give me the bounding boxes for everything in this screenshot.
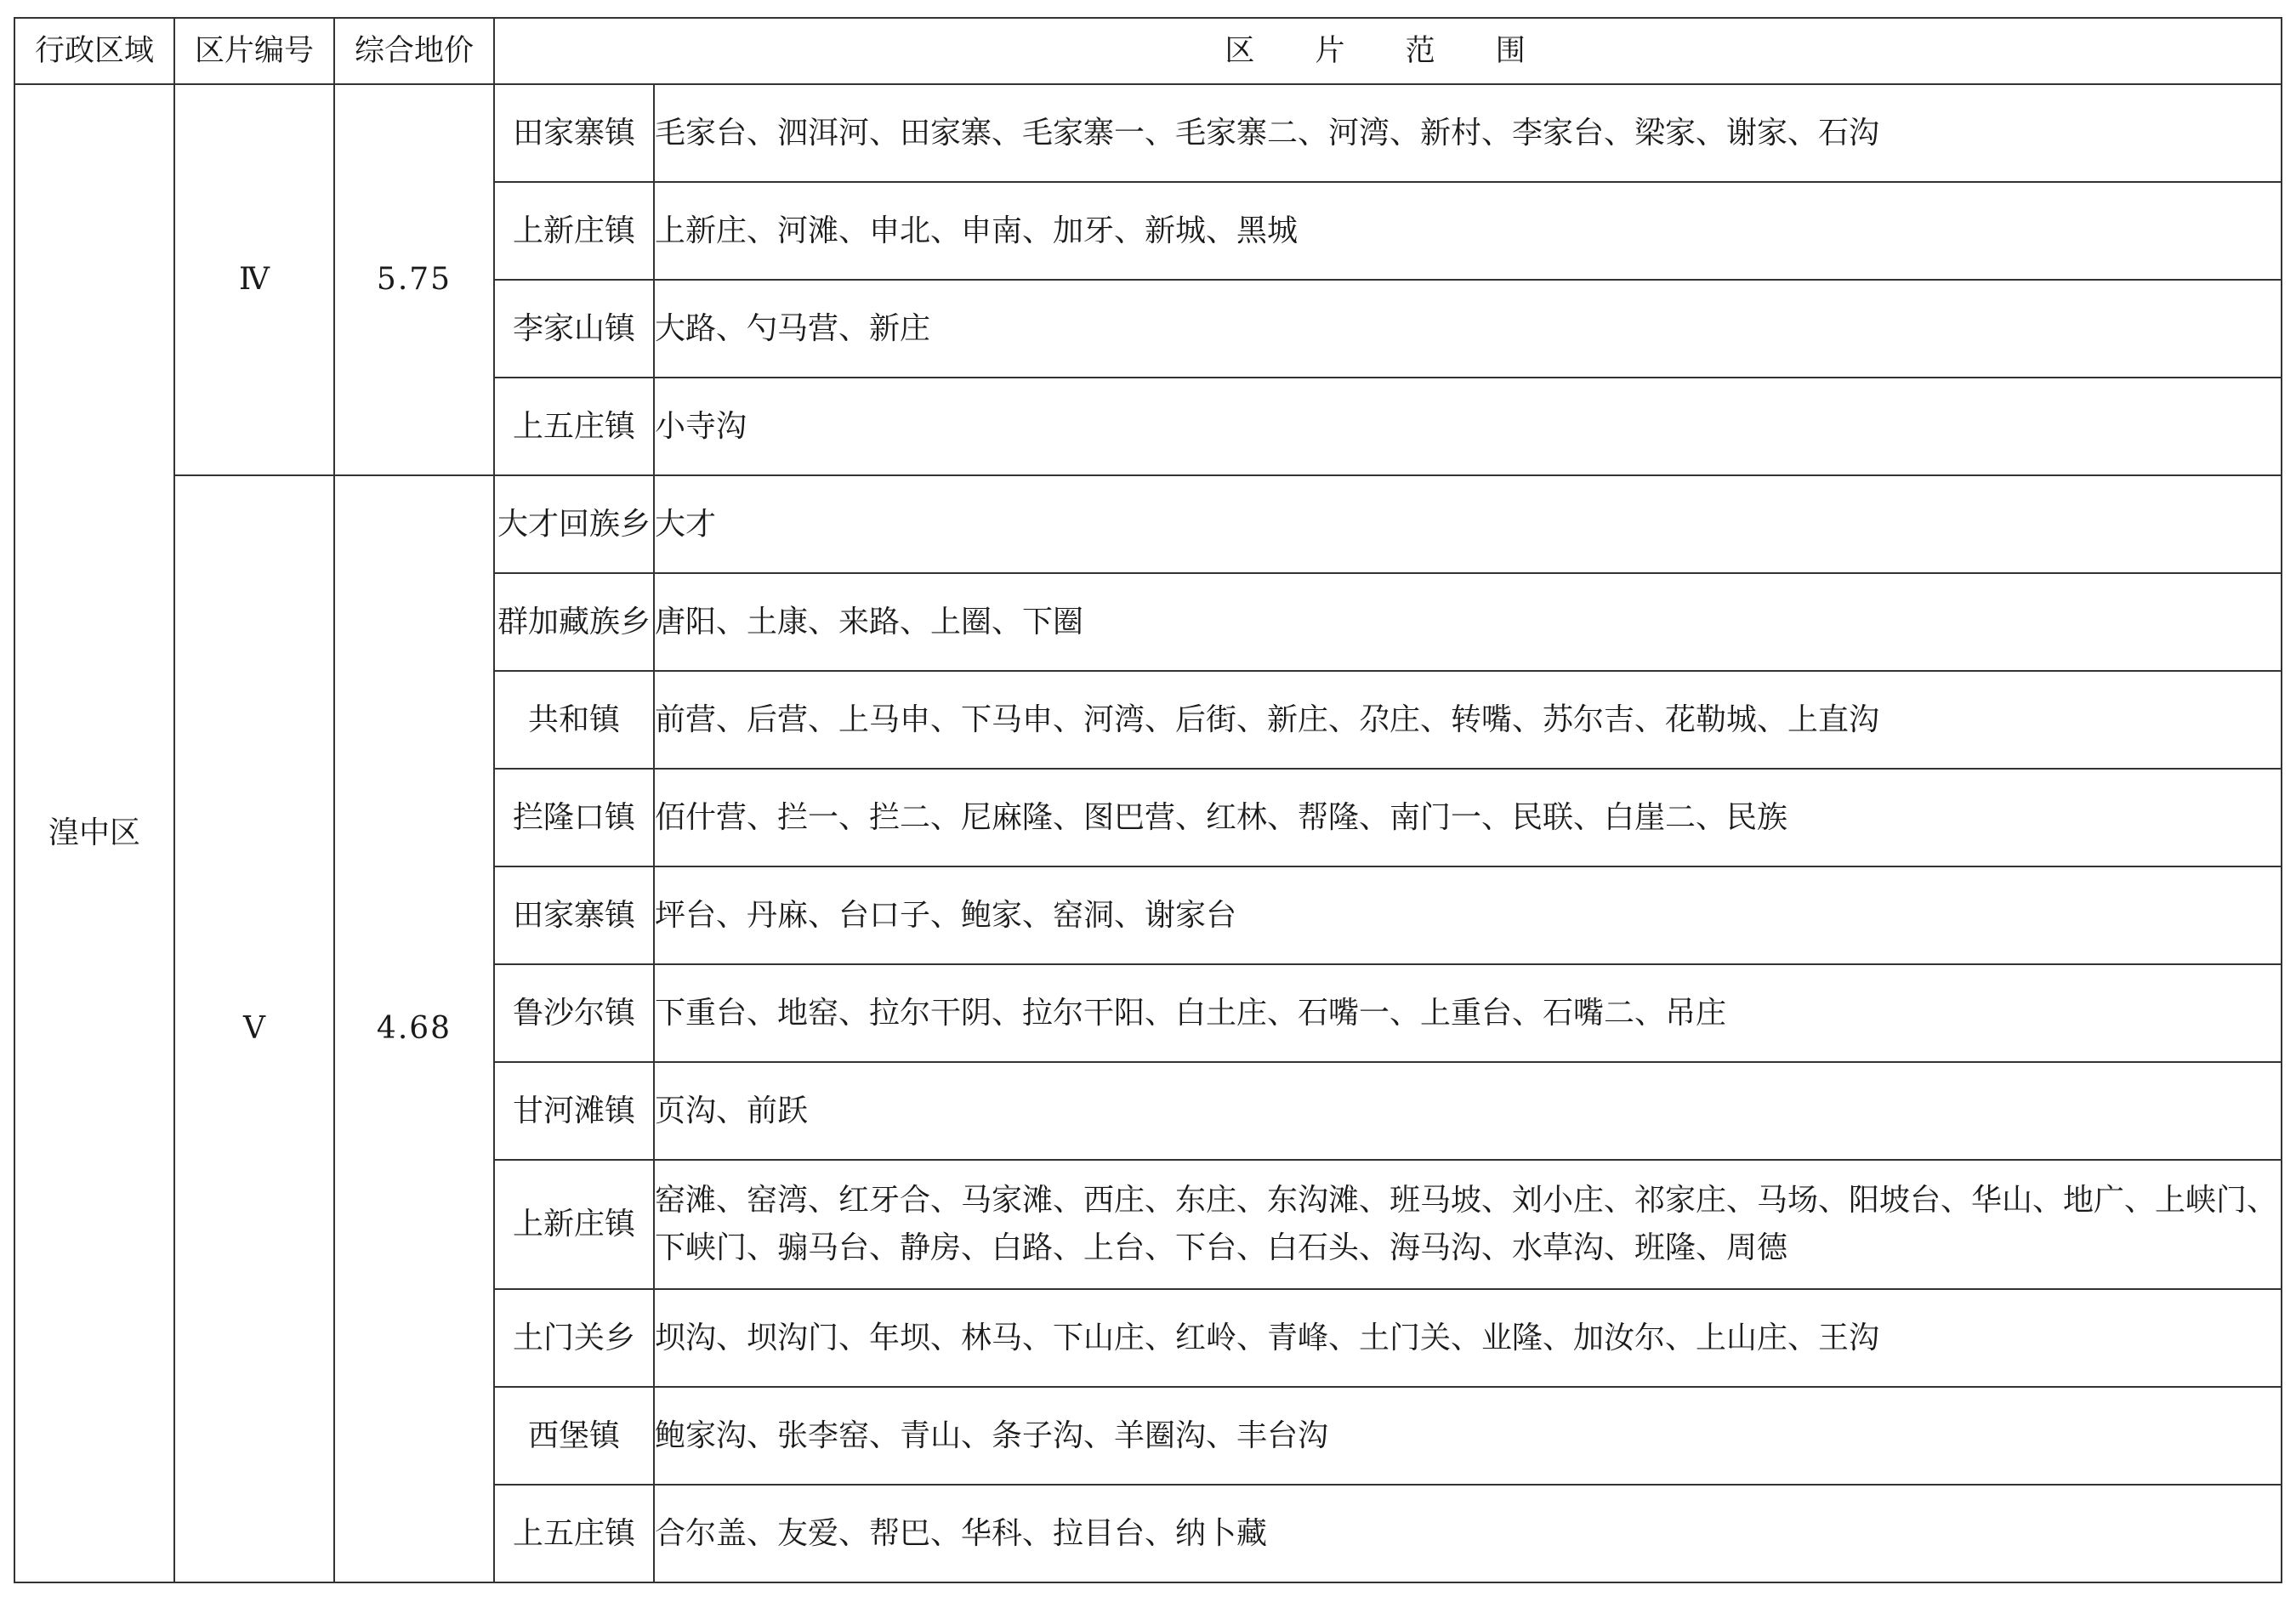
header-region: 行政区域 bbox=[14, 18, 174, 84]
range-cell: 坝沟、坝沟门、年坝、林马、下山庄、红岭、青峰、土门关、业隆、加汝尔、上山庄、王沟 bbox=[654, 1289, 2282, 1387]
town-cell: 上新庄镇 bbox=[494, 1160, 654, 1289]
range-cell: 唐阳、土康、来路、上圈、下圈 bbox=[654, 573, 2282, 671]
range-cell: 上新庄、河滩、申北、申南、加牙、新城、黑城 bbox=[654, 182, 2282, 280]
range-cell: 大路、勺马营、新庄 bbox=[654, 280, 2282, 378]
town-cell: 田家寨镇 bbox=[494, 84, 654, 182]
town-cell: 李家山镇 bbox=[494, 280, 654, 378]
zone-grade-cell: Ⅴ bbox=[174, 475, 334, 1582]
town-cell: 拦隆口镇 bbox=[494, 769, 654, 866]
range-cell: 小寺沟 bbox=[654, 378, 2282, 475]
table-row bbox=[14, 84, 2282, 182]
range-cell: 佰什营、拦一、拦二、尼麻隆、图巴营、红林、帮隆、南门一、民联、白崖二、民族 bbox=[654, 769, 2282, 866]
header-zone-no: 区片编号 bbox=[174, 18, 334, 84]
town-cell: 上新庄镇 bbox=[494, 182, 654, 280]
town-cell: 西堡镇 bbox=[494, 1387, 654, 1485]
town-cell: 甘河滩镇 bbox=[494, 1062, 654, 1160]
town-cell: 共和镇 bbox=[494, 671, 654, 769]
range-cell: 毛家台、泗洱河、田家寨、毛家寨一、毛家寨二、河湾、新村、李家台、梁家、谢家、石沟 bbox=[654, 84, 2282, 182]
town-cell: 土门关乡 bbox=[494, 1289, 654, 1387]
range-cell: 前营、后营、上马申、下马申、河湾、后街、新庄、尕庄、转嘴、苏尔吉、花勒城、上直沟 bbox=[654, 671, 2282, 769]
town-cell: 鲁沙尔镇 bbox=[494, 964, 654, 1062]
range-cell: 下重台、地窑、拉尔干阴、拉尔干阳、白土庄、石嘴一、上重台、石嘴二、吊庄 bbox=[654, 964, 2282, 1062]
range-cell: 大才 bbox=[654, 475, 2282, 573]
range-cell: 鲍家沟、张李窑、青山、条子沟、羊圈沟、丰台沟 bbox=[654, 1387, 2282, 1485]
table-header-row bbox=[14, 18, 2282, 84]
price-cell: 4.68 bbox=[334, 475, 494, 1582]
region-cell: 湟中区 bbox=[14, 84, 174, 1582]
header-price: 综合地价 bbox=[334, 18, 494, 84]
town-cell: 上五庄镇 bbox=[494, 1485, 654, 1582]
town-cell: 群加藏族乡 bbox=[494, 573, 654, 671]
range-cell: 坪台、丹麻、台口子、鲍家、窑洞、谢家台 bbox=[654, 866, 2282, 964]
range-cell: 合尔盖、友爱、帮巴、华科、拉目台、纳卜藏 bbox=[654, 1485, 2282, 1582]
price-cell: 5.75 bbox=[334, 84, 494, 475]
table-row bbox=[14, 475, 2282, 573]
land-price-table bbox=[14, 17, 2282, 1583]
range-cell: 页沟、前跃 bbox=[654, 1062, 2282, 1160]
range-cell: 窑滩、窑湾、红牙合、马家滩、西庄、东庄、东沟滩、班马坡、刘小庄、祁家庄、马场、阳坡台、华山、地广、上峡门、下峡门、骟马台、静房、白路、上台、下台、白石头、海马沟、水草沟、班隆、周德 bbox=[654, 1160, 2282, 1289]
header-range: 区 片 范 围 bbox=[494, 18, 2282, 84]
town-cell: 上五庄镇 bbox=[494, 378, 654, 475]
town-cell: 田家寨镇 bbox=[494, 866, 654, 964]
zone-grade-cell: Ⅳ bbox=[174, 84, 334, 475]
town-cell: 大才回族乡 bbox=[494, 475, 654, 573]
